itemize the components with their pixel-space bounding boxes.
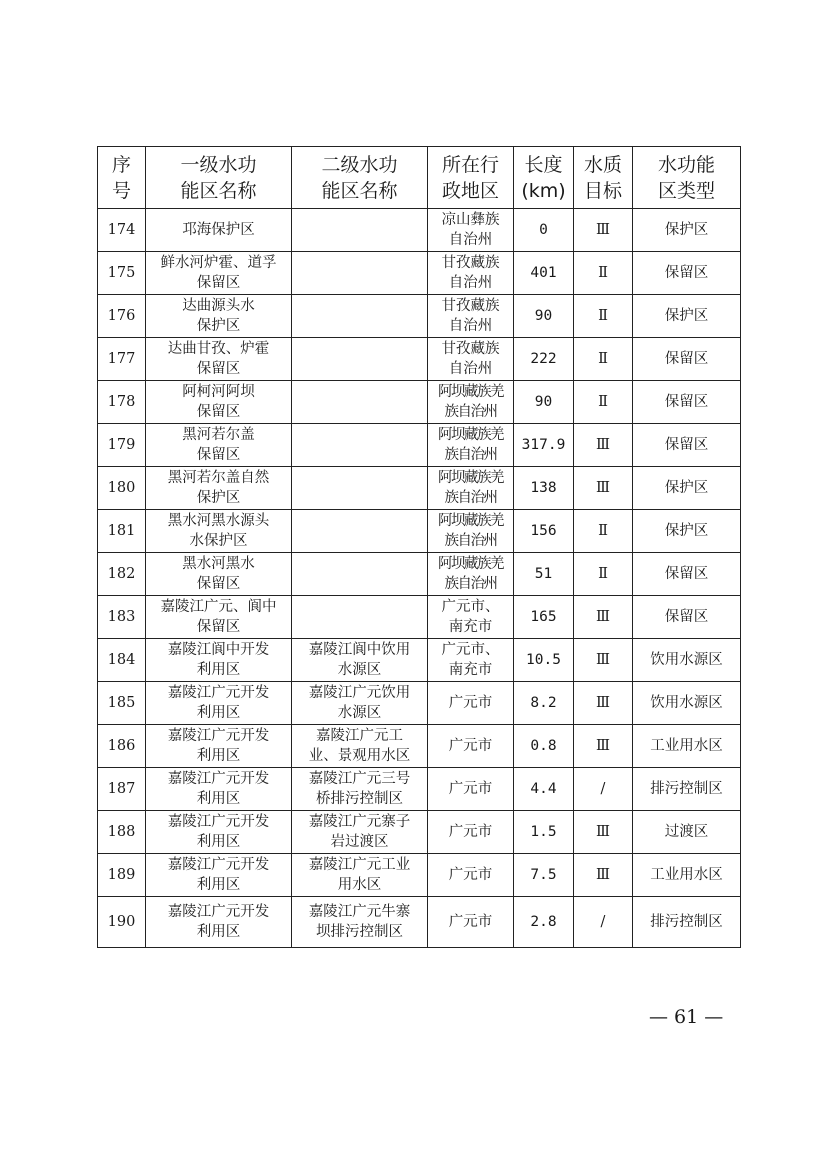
cell-secondary-zone — [292, 467, 428, 510]
cell-quality-target: Ⅱ — [574, 381, 633, 424]
cell-primary-zone: 嘉陵江广元开发 利用区 — [146, 811, 292, 854]
cell-zone-type: 保留区 — [633, 553, 741, 596]
cell-quality-target: Ⅲ — [574, 467, 633, 510]
cell-region: 广元市 — [428, 854, 514, 897]
table-row — [98, 467, 741, 510]
cell-zone-type: 工业用水区 — [633, 854, 741, 897]
cell-primary-zone: 黑河若尔盖自然 保护区 — [146, 467, 292, 510]
cell-length: 10.5 — [514, 639, 574, 682]
cell-zone-type: 保留区 — [633, 424, 741, 467]
cell-quality-target: Ⅱ — [574, 553, 633, 596]
cell-length: 165 — [514, 596, 574, 639]
table-row — [98, 682, 741, 725]
cell-no: 176 — [98, 295, 146, 338]
cell-no: 189 — [98, 854, 146, 897]
table-row — [98, 510, 741, 553]
cell-primary-zone: 嘉陵江广元开发 利用区 — [146, 854, 292, 897]
table-row — [98, 553, 741, 596]
cell-length: 90 — [514, 381, 574, 424]
cell-length: 90 — [514, 295, 574, 338]
cell-secondary-zone: 嘉陵江广元牛寨 坝排污控制区 — [292, 897, 428, 948]
table-row — [98, 811, 741, 854]
cell-zone-type: 保护区 — [633, 295, 741, 338]
cell-region: 广元市 — [428, 768, 514, 811]
cell-no: 177 — [98, 338, 146, 381]
cell-region: 甘孜藏族 自治州 — [428, 295, 514, 338]
cell-length: 7.5 — [514, 854, 574, 897]
cell-zone-type: 饮用水源区 — [633, 682, 741, 725]
cell-quality-target: Ⅲ — [574, 596, 633, 639]
cell-zone-type: 过渡区 — [633, 811, 741, 854]
cell-primary-zone: 嘉陵江广元开发 利用区 — [146, 725, 292, 768]
cell-no: 188 — [98, 811, 146, 854]
cell-no: 184 — [98, 639, 146, 682]
cell-secondary-zone: 嘉陵江广元饮用 水源区 — [292, 682, 428, 725]
table-row — [98, 854, 741, 897]
cell-region: 阿坝藏族羌 族自治州 — [428, 467, 514, 510]
cell-zone-type: 保留区 — [633, 338, 741, 381]
cell-region: 广元市 — [428, 725, 514, 768]
cell-length: 51 — [514, 553, 574, 596]
cell-length: 1.5 — [514, 811, 574, 854]
cell-no: 181 — [98, 510, 146, 553]
cell-secondary-zone — [292, 510, 428, 553]
cell-primary-zone: 黑河若尔盖 保留区 — [146, 424, 292, 467]
cell-length: 317.9 — [514, 424, 574, 467]
cell-region: 阿坝藏族羌 族自治州 — [428, 381, 514, 424]
table-header-row — [98, 147, 741, 209]
cell-length: 4.4 — [514, 768, 574, 811]
table-row — [98, 768, 741, 811]
table-row — [98, 725, 741, 768]
table-row — [98, 596, 741, 639]
cell-length: 8.2 — [514, 682, 574, 725]
cell-region: 甘孜藏族 自治州 — [428, 252, 514, 295]
cell-no: 174 — [98, 209, 146, 252]
water-function-zone-table — [97, 146, 741, 948]
cell-quality-target: Ⅲ — [574, 725, 633, 768]
cell-primary-zone: 黑水河黑水 保留区 — [146, 553, 292, 596]
cell-zone-type: 保留区 — [633, 596, 741, 639]
cell-primary-zone: 鲜水河炉霍、道孚 保留区 — [146, 252, 292, 295]
header-length: 长度 (km) — [514, 147, 574, 209]
cell-length: 156 — [514, 510, 574, 553]
cell-no: 178 — [98, 381, 146, 424]
cell-length: 2.8 — [514, 897, 574, 948]
cell-no: 186 — [98, 725, 146, 768]
table-row — [98, 639, 741, 682]
cell-zone-type: 保护区 — [633, 467, 741, 510]
cell-length: 138 — [514, 467, 574, 510]
cell-no: 179 — [98, 424, 146, 467]
cell-zone-type: 工业用水区 — [633, 725, 741, 768]
cell-primary-zone: 嘉陵江广元开发 利用区 — [146, 897, 292, 948]
cell-no: 183 — [98, 596, 146, 639]
cell-zone-type: 排污控制区 — [633, 768, 741, 811]
cell-primary-zone: 达曲甘孜、炉霍 保留区 — [146, 338, 292, 381]
cell-region: 广元市 — [428, 682, 514, 725]
cell-length: 0.8 — [514, 725, 574, 768]
cell-quality-target: Ⅱ — [574, 338, 633, 381]
cell-quality-target: Ⅲ — [574, 682, 633, 725]
cell-secondary-zone — [292, 209, 428, 252]
cell-no: 182 — [98, 553, 146, 596]
cell-secondary-zone: 嘉陵江广元工 业、景观用水区 — [292, 725, 428, 768]
cell-region: 阿坝藏族羌 族自治州 — [428, 424, 514, 467]
cell-secondary-zone: 嘉陵江阆中饮用 水源区 — [292, 639, 428, 682]
cell-primary-zone: 邛海保护区 — [146, 209, 292, 252]
cell-secondary-zone — [292, 338, 428, 381]
cell-secondary-zone — [292, 252, 428, 295]
cell-primary-zone: 嘉陵江广元开发 利用区 — [146, 682, 292, 725]
header-primary-zone: 一级水功 能区名称 — [146, 147, 292, 209]
cell-region: 阿坝藏族羌 族自治州 — [428, 553, 514, 596]
cell-zone-type: 饮用水源区 — [633, 639, 741, 682]
cell-region: 甘孜藏族 自治州 — [428, 338, 514, 381]
table-row — [98, 381, 741, 424]
cell-quality-target: Ⅲ — [574, 639, 633, 682]
cell-primary-zone: 达曲源头水 保护区 — [146, 295, 292, 338]
cell-secondary-zone: 嘉陵江广元三号 桥排污控制区 — [292, 768, 428, 811]
table-row — [98, 295, 741, 338]
cell-no: 180 — [98, 467, 146, 510]
cell-primary-zone: 嘉陵江广元开发 利用区 — [146, 768, 292, 811]
cell-primary-zone: 阿柯河阿坝 保留区 — [146, 381, 292, 424]
cell-region: 凉山彝族 自治州 — [428, 209, 514, 252]
header-zone-type: 水功能 区类型 — [633, 147, 741, 209]
cell-primary-zone: 嘉陵江阆中开发 利用区 — [146, 639, 292, 682]
cell-primary-zone: 黑水河黑水源头 水保护区 — [146, 510, 292, 553]
cell-quality-target: Ⅲ — [574, 811, 633, 854]
cell-no: 187 — [98, 768, 146, 811]
cell-region: 广元市、 南充市 — [428, 639, 514, 682]
cell-quality-target: Ⅲ — [574, 209, 633, 252]
header-no: 序 号 — [98, 147, 146, 209]
cell-quality-target: Ⅱ — [574, 252, 633, 295]
cell-secondary-zone — [292, 295, 428, 338]
table-row — [98, 424, 741, 467]
cell-no: 185 — [98, 682, 146, 725]
cell-length: 0 — [514, 209, 574, 252]
cell-secondary-zone: 嘉陵江广元工业 用水区 — [292, 854, 428, 897]
cell-quality-target: Ⅲ — [574, 424, 633, 467]
cell-secondary-zone — [292, 596, 428, 639]
cell-quality-target: Ⅱ — [574, 510, 633, 553]
cell-length: 401 — [514, 252, 574, 295]
cell-secondary-zone — [292, 381, 428, 424]
cell-quality-target: Ⅱ — [574, 295, 633, 338]
cell-zone-type: 保留区 — [633, 252, 741, 295]
cell-secondary-zone — [292, 424, 428, 467]
cell-zone-type: 保护区 — [633, 510, 741, 553]
cell-quality-target: / — [574, 897, 633, 948]
cell-secondary-zone — [292, 553, 428, 596]
header-quality-target: 水质 目标 — [574, 147, 633, 209]
table-row — [98, 897, 741, 948]
table-row — [98, 209, 741, 252]
cell-region: 广元市 — [428, 897, 514, 948]
cell-primary-zone: 嘉陵江广元、阆中 保留区 — [146, 596, 292, 639]
cell-region: 阿坝藏族羌 族自治州 — [428, 510, 514, 553]
cell-length: 222 — [514, 338, 574, 381]
cell-zone-type: 排污控制区 — [633, 897, 741, 948]
table-row — [98, 338, 741, 381]
cell-region: 广元市 — [428, 811, 514, 854]
cell-no: 175 — [98, 252, 146, 295]
cell-region: 广元市、 南充市 — [428, 596, 514, 639]
cell-no: 190 — [98, 897, 146, 948]
page-number: — 61 — — [649, 1006, 724, 1028]
table-row — [98, 252, 741, 295]
cell-zone-type: 保留区 — [633, 381, 741, 424]
table-body — [98, 209, 741, 948]
cell-zone-type: 保护区 — [633, 209, 741, 252]
cell-secondary-zone: 嘉陵江广元寨子 岩过渡区 — [292, 811, 428, 854]
header-secondary-zone: 二级水功 能区名称 — [292, 147, 428, 209]
cell-quality-target: / — [574, 768, 633, 811]
cell-quality-target: Ⅲ — [574, 854, 633, 897]
header-region: 所在行 政地区 — [428, 147, 514, 209]
